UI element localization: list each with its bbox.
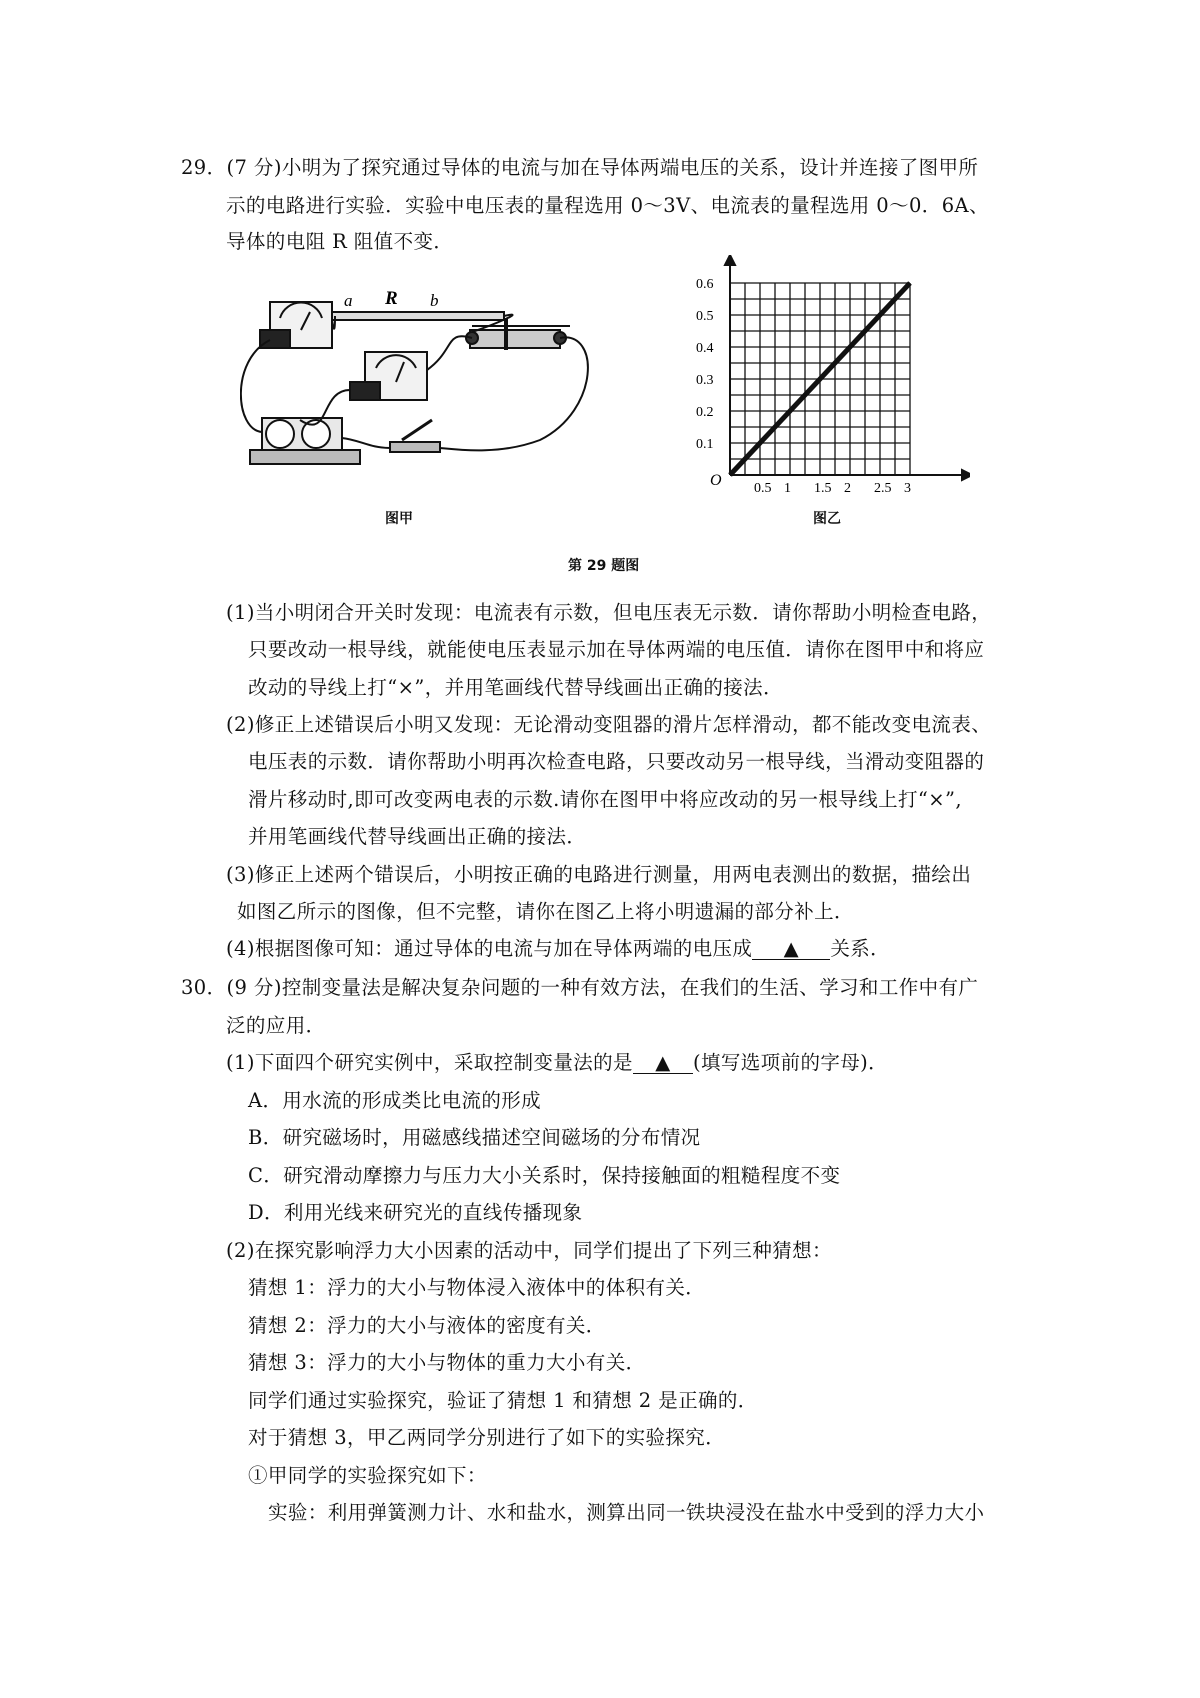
q29-p1-line-2: 只要改动一根导线，就能使电压表显示加在导体两端的电压值．请你在图甲中和将应 [248,638,985,661]
label-r: R [385,290,398,309]
x-tick-label: 3 [904,481,911,496]
q30-p1-text: (1)下面四个研究实例中，采取控制变量法的是 [226,1051,633,1074]
q30-p2-line: (2)在探究影响浮力大小因素的活动中，同学们提出了下列三种猜想： [226,1239,832,1262]
q29-p4-text: (4)根据图像可知：通过导体的电流与加在导体两端的电压成 [226,937,753,960]
y-tick-label: 0.5 [696,309,714,324]
q30-option-a: A．用水流的形成类比电流的形成 [248,1089,542,1112]
fig2-caption: 图乙 [813,511,841,527]
label-a: a [344,291,353,310]
q29-p2-line-3: 滑片移动时,即可改变两电表的示数.请你在图甲中将应改动的另一根导线上打“×”, [248,788,962,811]
x-tick-label: 2 [844,481,851,496]
switch [390,442,440,452]
figure-caption: 第 29 题图 [568,558,640,574]
q30-statement-1: 同学们通过实验探究，验证了猜想 1 和猜想 2 是正确的． [248,1389,758,1412]
q29-p2-line-2: 电压表的示数．请你帮助小明再次检查电路，只要改动另一根导线，当滑动变阻器的 [248,750,985,773]
q30-line-1: 30．(9 分)控制变量法是解决复杂问题的一种有效方法，在我们的生活、学习和工作中有广 [181,976,979,999]
q30-p1-line [226,1047,888,1075]
q29-p4-line [226,933,890,961]
fig1-caption: 图甲 [385,511,413,527]
x-tick-label: 1 [784,481,791,496]
q30-statement-4: 实验：利用弹簧测力计、水和盐水，测算出同一铁块浸没在盐水中受到的浮力大小 [268,1501,985,1524]
x-tick-label: 0.5 [754,481,772,496]
q29-line-3: 导体的电阻 R 阻值不变． [226,230,454,253]
x-tick-label: 1.5 [814,481,832,496]
y-tick-label: 0.3 [696,373,714,388]
q29-p4-answer-blank[interactable]: ▲ [752,939,830,960]
origin-label: O [710,472,722,489]
q29-p2-line-1: (2)修正上述错误后小明又发现：无论滑动变阻器的滑片怎样滑动，都不能改变电流表、 [226,713,992,736]
q30-guess-3: 猜想 3：浮力的大小与物体的重力大小有关． [248,1351,646,1374]
q29-p3-line-1: (3)修正上述两个错误后，小明按正确的电路进行测量，用两电表测出的数据，描绘出 [226,863,972,886]
label-b: b [430,291,439,310]
q30-option-b: B．研究磁场时，用磁感线描述空间磁场的分布情况 [248,1126,701,1149]
q29-p4-text-end: 关系． [830,937,891,960]
q30-option-d: D．利用光线来研究光的直线传播现象 [248,1201,583,1224]
q30-line-2: 泛的应用． [226,1014,326,1037]
x-tick-label: 2.5 [874,481,892,496]
y-tick-label: 0.6 [696,277,714,292]
q30-guess-2: 猜想 2：浮力的大小与液体的密度有关． [248,1314,606,1337]
q29-p3-line-2: 如图乙所示的图像，但不完整，请你在图乙上将小明遗漏的部分补上． [237,900,854,923]
q29-line-2: 示的电路进行实验．实验中电压表的量程选用 0～3V、电流表的量程选用 0～0．6A、 [226,194,989,217]
q29-line-1: 29．(7 分)小明为了探究通过导体的电流与加在导体两端电压的关系，设计并连接了图甲所 [181,156,979,179]
rheostat [470,330,560,348]
y-tick-label: 0.1 [696,437,714,452]
iu-graph [690,255,970,505]
q30-p1-answer-blank[interactable]: ▲ [633,1053,693,1074]
circuit-figure [240,290,630,490]
q29-p1-line-1: (1)当小明闭合开关时发现：电流表有示数，但电压表无示数．请你帮助小明检查电路， [226,601,992,624]
q30-p1-text-end: (填写选项前的字母)． [692,1051,889,1074]
y-tick-label: 0.4 [696,341,714,356]
q30-guess-1: 猜想 1：浮力的大小与物体浸入液体中的体积有关． [248,1276,706,1299]
q29-p2-line-4: 并用笔画线代替导线画出正确的接法． [248,825,587,848]
y-tick-label: 0.2 [696,405,714,420]
q29-p1-line-3: 改动的导线上打“×”，并用笔画线代替导线画出正确的接法． [248,676,783,699]
resistor-r [332,312,504,320]
q30-option-c: C．研究滑动摩擦力与压力大小关系时，保持接触面的粗糙程度不变 [248,1164,841,1187]
q30-statement-3: ①甲同学的实验探究如下： [248,1464,487,1487]
q30-statement-2: 对于猜想 3，甲乙两同学分别进行了如下的实验探究． [248,1426,726,1449]
